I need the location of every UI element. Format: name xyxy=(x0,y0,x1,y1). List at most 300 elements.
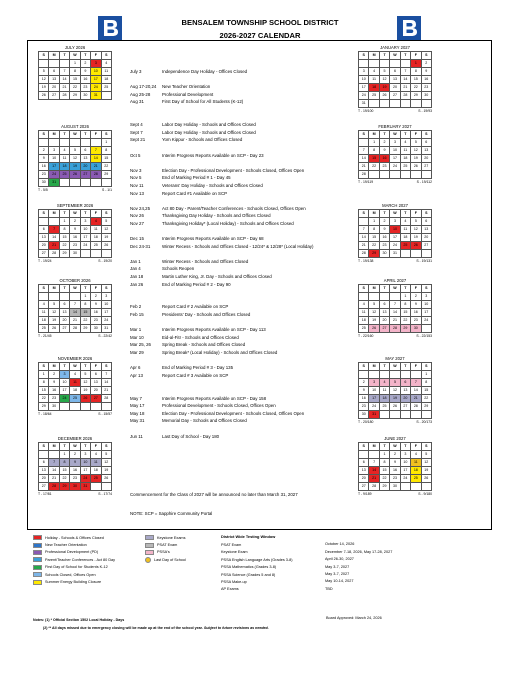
teacher-day-count: T - 22/160 xyxy=(358,334,374,338)
day-cell: 18 xyxy=(369,84,379,92)
legend-label: First Day of School for Students K-12 xyxy=(45,565,108,570)
testing-date: May 3-7, 2027 xyxy=(325,571,350,576)
day-cell: 17 xyxy=(369,395,379,403)
day-cell: 4 xyxy=(59,147,69,155)
month-name: SEPTEMBER 2026 xyxy=(56,203,94,208)
event-date: Mar 10 xyxy=(130,334,144,340)
day-cell: 4 xyxy=(369,68,379,76)
district-logo-icon xyxy=(395,14,423,42)
day-cell: 30 xyxy=(70,250,80,258)
legend-label: Parent/Teacher Conferences - Act 80 Day xyxy=(45,557,116,562)
day-cell: 8 xyxy=(59,226,69,234)
event-text: Labor Day Holiday - Schools and Offices Closed xyxy=(162,129,256,135)
day-cell: 2 xyxy=(379,139,389,147)
day-cell: 18 xyxy=(411,467,421,475)
note-2-revisions: Subject to future revisions as needed. xyxy=(203,626,269,630)
day-cell: 15 xyxy=(400,309,410,317)
day-cell: 29 xyxy=(421,403,431,411)
event-text: Act 80 Day - Parent/Teacher Conferences - Schools Closed, Offices Open xyxy=(162,205,306,211)
day-header: F xyxy=(91,131,101,139)
day-cell xyxy=(400,100,410,108)
day-cell xyxy=(379,100,389,108)
event-date xyxy=(130,357,162,365)
day-cell: 12 xyxy=(411,226,421,234)
month-name: MARCH 2027 xyxy=(382,203,408,208)
day-cell: 12 xyxy=(369,309,379,317)
day-header: T xyxy=(379,210,389,218)
month-name: NOVEMBER 2026 xyxy=(57,356,93,361)
event-row xyxy=(130,311,340,319)
day-cell: 7 xyxy=(400,68,410,76)
teacher-day-count: T - 18/64 xyxy=(38,412,52,416)
day-cell: 30 xyxy=(359,411,369,419)
month-name: MAY 2027 xyxy=(385,356,405,361)
day-cell xyxy=(91,403,101,411)
day-cell: 20 xyxy=(80,163,90,171)
day-cell: 1 xyxy=(369,218,379,226)
day-cell: 16 xyxy=(411,309,421,317)
day-cell: 2 xyxy=(49,371,59,379)
legend-label: Holiday - Schools & Offices Closed xyxy=(45,535,104,540)
event-text: New Teacher Orientation xyxy=(162,84,211,90)
day-cell: 15 xyxy=(411,76,421,84)
event-text: Spring Break - Schools and Offices Closed xyxy=(162,342,246,348)
day-cell xyxy=(359,451,369,459)
event-date: May 18 xyxy=(130,410,145,416)
day-cell: 12 xyxy=(80,379,90,387)
event-text: Interim Progress Reports Available on SCP - Day 158 xyxy=(162,395,267,401)
event-text xyxy=(162,288,340,296)
event-row xyxy=(130,243,340,251)
day-header: S xyxy=(39,285,49,293)
day-cell xyxy=(49,139,59,147)
legend-swatch xyxy=(145,557,151,563)
day-cell: 8 xyxy=(421,379,431,387)
day-cell: 8 xyxy=(400,301,410,309)
day-cell: 20 xyxy=(39,242,49,250)
day-cell xyxy=(39,451,49,459)
legend-column-2 xyxy=(145,534,186,564)
day-cell: 21 xyxy=(70,317,80,325)
day-header: F xyxy=(411,210,421,218)
day-cell: 11 xyxy=(379,387,389,395)
day-cell: 20 xyxy=(421,234,431,242)
event-text: Thanksgiving Holiday* (Local Holiday) - Schools and Offices Closed xyxy=(162,220,294,226)
event-date: Jan 4 xyxy=(130,266,141,272)
day-cell: 4 xyxy=(400,218,410,226)
day-cell: 24 xyxy=(421,317,431,325)
day-cell xyxy=(400,483,410,491)
day-cell: 7 xyxy=(49,459,59,467)
testing-date: October 14, 2026 xyxy=(325,542,355,547)
event-date: Aug 25-28 xyxy=(130,91,151,97)
day-cell: 16 xyxy=(359,395,369,403)
day-cell: 19 xyxy=(411,234,421,242)
month-name: AUGUST 2026 xyxy=(61,124,89,129)
event-text: End of Marking Period # 1 - Day 45 xyxy=(162,175,231,181)
day-header: F xyxy=(91,210,101,218)
day-header: S xyxy=(359,363,369,371)
legend-item xyxy=(145,541,186,548)
day-cell: 14 xyxy=(91,155,101,163)
testing-date: April 26-30, 2027 xyxy=(325,557,354,562)
month-day-count xyxy=(38,258,112,264)
day-cell: 4 xyxy=(411,451,421,459)
day-cell: 3 xyxy=(390,218,400,226)
day-cell: 24 xyxy=(101,317,111,325)
day-cell: 14 xyxy=(49,234,59,242)
day-cell: 27 xyxy=(359,483,369,491)
day-cell xyxy=(59,60,69,68)
day-cell: 26 xyxy=(411,163,421,171)
event-date xyxy=(130,197,162,205)
day-cell: 18 xyxy=(359,317,369,325)
day-cell xyxy=(101,250,111,258)
day-cell: 30 xyxy=(91,325,101,333)
event-row xyxy=(130,174,340,182)
day-header: S xyxy=(101,443,111,451)
event-date xyxy=(130,425,162,433)
day-cell: 25 xyxy=(400,163,410,171)
legend-swatch xyxy=(33,543,42,548)
day-cell: 24 xyxy=(359,92,369,100)
event-date: Oct 5 xyxy=(130,152,141,158)
event-row xyxy=(130,182,340,190)
day-cell: 5 xyxy=(80,371,90,379)
month-day-count xyxy=(38,491,112,497)
day-cell: 5 xyxy=(70,147,80,155)
legend-swatch xyxy=(145,550,154,555)
event-text: Last Day of School - Day 180 xyxy=(162,433,220,439)
day-cell: 30 xyxy=(411,325,421,333)
day-cell xyxy=(400,371,410,379)
day-cell: 31 xyxy=(91,92,101,100)
legend-label: Professional Development (PD) xyxy=(45,550,99,555)
day-cell: 15 xyxy=(70,76,80,84)
day-cell: 24 xyxy=(80,475,90,483)
day-cell: 3 xyxy=(59,371,69,379)
day-cell xyxy=(59,179,69,187)
testing-window-heading: District Wide Testing Window xyxy=(221,534,276,539)
day-header: T xyxy=(400,285,410,293)
day-cell: 11 xyxy=(400,147,410,155)
day-cell: 4 xyxy=(70,371,80,379)
day-cell: 28 xyxy=(411,403,421,411)
day-header: T xyxy=(80,131,90,139)
month-calendar xyxy=(358,356,432,425)
day-cell: 22 xyxy=(59,475,69,483)
day-header: T xyxy=(80,443,90,451)
day-cell: 18 xyxy=(400,155,410,163)
day-cell: 14 xyxy=(411,387,421,395)
event-row xyxy=(130,334,340,342)
testing-name: PSAT Exam xyxy=(221,543,242,548)
day-cell: 1 xyxy=(70,60,80,68)
day-cell xyxy=(49,451,59,459)
day-cell xyxy=(369,171,379,179)
day-cell: 29 xyxy=(400,325,410,333)
day-cell xyxy=(369,100,379,108)
day-cell: 17 xyxy=(101,309,111,317)
day-cell: 10 xyxy=(80,459,90,467)
day-cell: 13 xyxy=(80,155,90,163)
day-cell xyxy=(359,60,369,68)
day-header: T xyxy=(400,52,410,60)
day-cell: 7 xyxy=(91,147,101,155)
event-date: Jan 1 xyxy=(130,258,141,264)
event-text: Winter Recess - Schools and Offices Closed - 12/24* & 12/28* (Local Holiday) xyxy=(162,243,314,249)
day-header: T xyxy=(80,210,90,218)
day-header: M xyxy=(49,443,59,451)
event-date: Nov 3 xyxy=(130,167,142,173)
day-cell: 19 xyxy=(80,387,90,395)
event-text: Labor Day Holiday - Schools and Offices Closed xyxy=(162,122,256,128)
day-cell: 13 xyxy=(39,234,49,242)
day-cell: 13 xyxy=(39,467,49,475)
event-text: Independence Day Holiday - Offices Closed xyxy=(162,69,248,74)
day-cell: 14 xyxy=(59,76,69,84)
day-cell: 8 xyxy=(59,459,69,467)
day-cell: 11 xyxy=(91,226,101,234)
day-cell: 5 xyxy=(411,218,421,226)
day-header: F xyxy=(411,285,421,293)
day-cell: 28 xyxy=(59,92,69,100)
event-text: Election Day - Professional Development - Schools Closed, Offices Open xyxy=(162,167,305,173)
month-day-count xyxy=(38,187,112,193)
day-cell: 7 xyxy=(359,226,369,234)
day-cell: 25 xyxy=(400,242,410,250)
day-header: S xyxy=(421,363,431,371)
day-cell: 29 xyxy=(369,250,379,258)
day-cell: 27 xyxy=(80,171,90,179)
day-cell: 23 xyxy=(39,171,49,179)
teacher-day-count: T - 19/100 xyxy=(358,109,374,113)
day-cell: 30 xyxy=(379,250,389,258)
day-cell: 7 xyxy=(101,371,111,379)
day-cell: 16 xyxy=(70,234,80,242)
day-cell: 5 xyxy=(379,68,389,76)
day-cell xyxy=(390,371,400,379)
month-grid xyxy=(358,442,432,491)
event-date: Jan 18 xyxy=(130,274,144,280)
legend-item xyxy=(33,578,115,585)
day-cell xyxy=(49,60,59,68)
event-row xyxy=(130,296,340,304)
month-day-count xyxy=(358,333,432,339)
day-cell: 21 xyxy=(101,387,111,395)
month-day-count xyxy=(358,108,432,114)
day-cell: 26 xyxy=(390,403,400,411)
day-cell: 20 xyxy=(421,155,431,163)
day-cell: 11 xyxy=(411,459,421,467)
day-cell: 25 xyxy=(359,325,369,333)
commencement-note: Commencement for the Class of 2027 will be announced no later than March 31, 2027 xyxy=(130,492,298,497)
legend-label: Schools Closed, Offices Open xyxy=(45,572,96,577)
day-cell: 9 xyxy=(421,68,431,76)
day-cell: 28 xyxy=(390,325,400,333)
month-day-count xyxy=(358,179,432,185)
day-header: W xyxy=(390,52,400,60)
day-cell: 12 xyxy=(49,309,59,317)
legend-label: Keystone Exams xyxy=(157,535,186,540)
day-header: T xyxy=(59,285,69,293)
day-cell: 11 xyxy=(359,309,369,317)
day-cell: 27 xyxy=(390,92,400,100)
day-header: T xyxy=(59,52,69,60)
day-cell: 19 xyxy=(39,84,49,92)
day-cell: 18 xyxy=(59,163,69,171)
day-cell: 19 xyxy=(70,163,80,171)
day-header: S xyxy=(39,443,49,451)
testing-name: AP Exams xyxy=(221,587,239,592)
day-cell: 22 xyxy=(379,475,389,483)
day-cell: 7 xyxy=(411,379,421,387)
day-cell: 29 xyxy=(411,92,421,100)
month-name: JUNE 2027 xyxy=(384,436,406,441)
day-cell: 16 xyxy=(421,76,431,84)
day-cell: 10 xyxy=(49,155,59,163)
day-header: S xyxy=(39,363,49,371)
event-row xyxy=(130,410,340,418)
day-cell: 6 xyxy=(39,226,49,234)
day-cell: 29 xyxy=(59,483,69,491)
day-cell xyxy=(400,250,410,258)
day-cell: 3 xyxy=(421,293,431,301)
day-header: W xyxy=(390,285,400,293)
event-date: Sept 4 xyxy=(130,122,143,128)
student-day-count: S - 22/153 xyxy=(416,334,432,338)
day-cell xyxy=(70,139,80,147)
day-cell: 8 xyxy=(101,147,111,155)
student-day-count: S - 15/57 xyxy=(98,412,112,416)
event-text xyxy=(162,76,340,84)
day-cell xyxy=(379,171,389,179)
day-cell: 16 xyxy=(91,309,101,317)
day-cell xyxy=(39,293,49,301)
day-cell: 15 xyxy=(369,234,379,242)
day-cell: 28 xyxy=(369,483,379,491)
legend-label: PSAT Exam xyxy=(157,543,178,548)
day-cell xyxy=(421,325,431,333)
day-cell: 23 xyxy=(379,242,389,250)
day-cell: 6 xyxy=(379,301,389,309)
event-date: July 3 xyxy=(130,69,142,74)
event-text: Interim Progress Reports Available on SCP - Day 23 xyxy=(162,152,264,158)
day-cell: 2 xyxy=(70,218,80,226)
event-text xyxy=(162,114,340,122)
day-header: S xyxy=(421,131,431,139)
day-cell: 8 xyxy=(379,459,389,467)
day-cell: 9 xyxy=(70,226,80,234)
event-row xyxy=(130,341,340,349)
legend-swatch xyxy=(33,572,42,577)
event-date xyxy=(130,288,162,296)
day-cell: 31 xyxy=(80,483,90,491)
day-cell: 18 xyxy=(400,234,410,242)
event-row xyxy=(130,83,340,91)
event-row xyxy=(130,319,340,327)
month-day-count xyxy=(38,100,112,106)
notes xyxy=(33,616,269,632)
day-cell: 13 xyxy=(400,387,410,395)
event-text: Report Card # 3 Available on SCP xyxy=(162,372,229,378)
day-cell: 5 xyxy=(411,139,421,147)
event-row xyxy=(130,76,340,84)
day-cell: 19 xyxy=(101,467,111,475)
note-2 xyxy=(33,624,269,632)
month-grid xyxy=(38,284,112,333)
day-cell: 2 xyxy=(421,60,431,68)
event-date: Apr 13 xyxy=(130,372,143,378)
month-calendar xyxy=(358,203,432,264)
day-header: S xyxy=(39,131,49,139)
day-cell: 20 xyxy=(49,84,59,92)
month-calendar xyxy=(38,203,112,264)
day-cell: 2 xyxy=(411,293,421,301)
day-cell: 23 xyxy=(70,242,80,250)
event-row xyxy=(130,106,340,114)
event-date: Nov 13 xyxy=(130,190,144,196)
event-row xyxy=(130,265,340,273)
day-header: M xyxy=(369,210,379,218)
day-cell xyxy=(379,371,389,379)
day-cell: 10 xyxy=(421,301,431,309)
day-cell: 17 xyxy=(390,234,400,242)
day-header: T xyxy=(80,363,90,371)
day-cell: 17 xyxy=(80,234,90,242)
day-cell: 26 xyxy=(101,475,111,483)
event-row xyxy=(130,190,340,198)
day-cell: 24 xyxy=(59,395,69,403)
day-header: S xyxy=(101,363,111,371)
day-header: F xyxy=(91,363,101,371)
day-cell: 14 xyxy=(359,155,369,163)
day-cell: 14 xyxy=(101,379,111,387)
event-date xyxy=(130,379,162,387)
day-header: T xyxy=(379,131,389,139)
event-text: Spring Break* (Local Holiday) - Schools and Offices Closed xyxy=(162,349,278,355)
day-cell: 22 xyxy=(70,84,80,92)
day-cell: 26 xyxy=(49,325,59,333)
day-header: F xyxy=(91,443,101,451)
day-cell xyxy=(39,139,49,147)
legend-swatch xyxy=(145,543,154,548)
day-cell: 8 xyxy=(70,68,80,76)
day-cell: 30 xyxy=(70,483,80,491)
day-cell: 26 xyxy=(39,92,49,100)
day-cell xyxy=(411,411,421,419)
day-header: S xyxy=(359,443,369,451)
event-row xyxy=(130,372,340,380)
day-cell: 20 xyxy=(39,475,49,483)
testing-name: PSSA Mathematics (Grades 3-8) xyxy=(221,565,277,570)
day-cell: 16 xyxy=(49,387,59,395)
event-text: Yom Kippur - Schools and Offices Closed xyxy=(162,137,243,143)
testing-window xyxy=(221,534,293,593)
day-cell: 6 xyxy=(39,459,49,467)
testing-name: PSSA Make-up xyxy=(221,580,247,585)
day-cell: 11 xyxy=(369,76,379,84)
event-text: Professional Development xyxy=(162,91,214,97)
day-cell: 10 xyxy=(369,387,379,395)
day-cell: 21 xyxy=(369,475,379,483)
day-cell: 29 xyxy=(80,325,90,333)
day-cell xyxy=(59,139,69,147)
day-cell: 9 xyxy=(49,379,59,387)
day-cell: 21 xyxy=(400,84,410,92)
day-cell: 14 xyxy=(49,467,59,475)
event-row xyxy=(130,281,340,289)
